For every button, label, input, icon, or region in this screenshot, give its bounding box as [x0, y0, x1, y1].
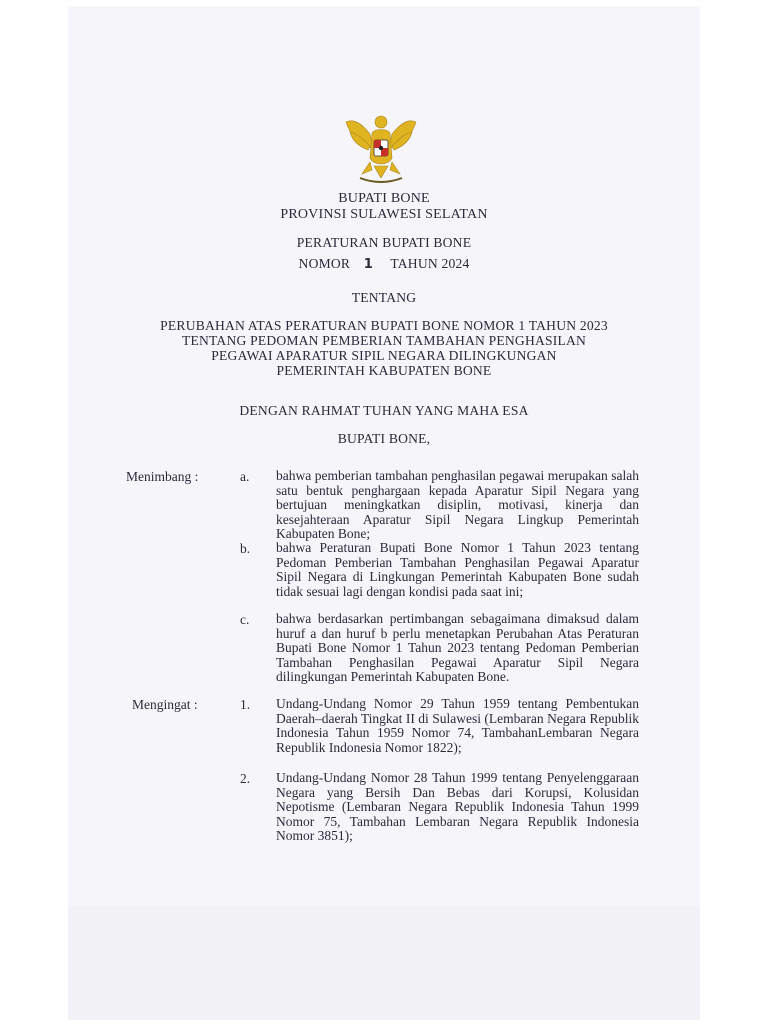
mengingat-label: Mengingat :: [132, 697, 198, 712]
subject-line-3: PEGAWAI APARATUR SIPIL NEGARA DILINGKUNGAN: [211, 348, 557, 363]
blessing-line: DENGAN RAHMAT TUHAN YANG MAHA ESA: [239, 403, 529, 418]
menimbang-item-c: bahwa berdasarkan pertimbangan sebagaimana dimaksud dalam huruf a dan huruf b perlu menetapkan Perubahan Atas Peraturan Bupati Bone Nomor 1 Tahun 2023 tentang Pedoman Pemberian Tambahan Penghasilan Pegawai Aparatur Sipil Negara dilingkungan Pemerintah Kabupaten Bone.: [276, 611, 639, 685]
subject-line-2: TENTANG PEDOMAN PEMBERIAN TAMBAHAN PENGHASILAN: [181, 333, 586, 348]
province-title: PROVINSI SULAWESI SELATAN: [280, 207, 488, 222]
mengingat-marker-2: 2.: [240, 771, 251, 786]
menimbang-item-b: bahwa Peraturan Bupati Bone Nomor 1 Tahun 2023 tentang Pedoman Pemberian Tambahan Penghasilan Pegawai Aparatur Sipil Negara di Lingkungan Pemerintah Kabupaten Bone sudah tidak sesuai lagi dengan kondisi pada saat ini;: [276, 540, 639, 599]
regulation-number: [0, 256, 768, 272]
menimbang-marker-a: a.: [240, 469, 250, 484]
menimbang-marker-b: b.: [240, 541, 251, 556]
tentang-heading: TENTANG: [351, 290, 417, 305]
nomor-label: NOMOR: [298, 256, 351, 271]
regulation-type: PERATURAN BUPATI BONE: [296, 235, 472, 250]
mengingat-marker-1: 1.: [240, 697, 251, 712]
menimbang-marker-c: c.: [240, 612, 250, 627]
paper-lower-band: [68, 906, 700, 1020]
mengingat-item-1: Undang-Undang Nomor 29 Tahun 1959 tentang Pembentukan Daerah–daerah Tingkat II di Sulawesi (Lembaran Negara Republik Indonesia Tahun 1959 Nomor 74, TambahanLembaran Negara Republik Indonesia Nomor 1822);: [276, 696, 639, 755]
nomor-value: 1: [363, 257, 374, 272]
subject-line-4: PEMERINTAH KABUPATEN BONE: [276, 363, 492, 378]
subject-line-1: PERUBAHAN ATAS PERATURAN BUPATI BONE NOMOR 1 TAHUN 2023: [160, 318, 608, 333]
issuer-title: BUPATI BONE: [338, 191, 430, 206]
garuda-emblem-icon: [340, 112, 422, 186]
menimbang-label: Menimbang :: [126, 469, 199, 484]
tahun-label: TAHUN 2024: [390, 256, 470, 271]
authority-line: BUPATI BONE,: [337, 431, 431, 446]
mengingat-item-2: Undang-Undang Nomor 28 Tahun 1999 tentang Penyelenggaraan Negara yang Bersih Dan Bebas dari Korupsi, Kolusidan Nepotisme (Lembaran Negara Republik Indonesia Tahun 1999 Nomor 75, Tambahan Lembaran Negara Republik Indonesia Nomor 3851);: [276, 770, 639, 844]
menimbang-item-a: bahwa pemberian tambahan penghasilan pegawai merupakan salah satu bentuk penghargaan kepada Aparatur Sipil Negara yang bertujuan meningkatkan disiplin, motivasi, kinerja dan kesejahteraan Aparatur Sipil Negara Lingkup Pemerintah Kabupaten Bone;: [276, 468, 639, 542]
